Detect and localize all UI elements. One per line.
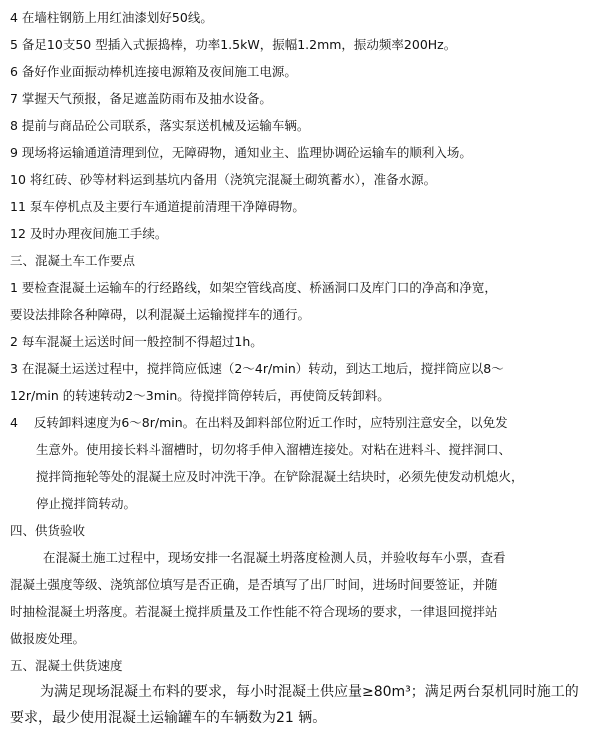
closing-paragraph <box>10 679 588 731</box>
text-line: 6 备好作业面振动棒机连接电源箱及夜间施工电源。 <box>10 64 297 79</box>
text-line: 停止搅拌筒转动。 <box>36 496 137 511</box>
text-line: 2 每车混凝土运送时间一般控制不得超过1h。 <box>10 334 263 349</box>
text-line: 为满足现场混凝土布料的要求，每小时混凝土供应量≥80m³；满足两台泵机同时施工的 <box>40 684 579 700</box>
text-line: 9 现场将运输通道清理到位，无障碍物，通知业主、监理协调砼运输车的顺利入场。 <box>10 145 472 160</box>
text-line: 4 在墙柱钢筋上用红油漆划好50线。 <box>10 10 213 25</box>
text-line: 要设法排除各种障碍，以利混凝土运输搅拌车的通行。 <box>10 307 311 322</box>
text-line: 搅拌筒拖轮等处的混凝土应及时冲洗干净。在铲除混凝土结块时，必须先使发动机熄火， <box>36 469 524 484</box>
text-line: 要求，最少使用混凝土运输罐车的车辆数为21 辆。 <box>10 710 327 726</box>
text-line: 5 备足10支50 型插入式振捣棒，功率1.5kW，振幅1.2mm，振动频率200Hz。 <box>10 37 457 52</box>
text-line: 11 泵车停机点及主要行车通道提前清理干净障碍物。 <box>10 199 305 214</box>
text-line: 7 掌握天气预报，备足遮盖防雨布及抽水设备。 <box>10 91 272 106</box>
text-line: 12r/min 的转速转动2～3min。待搅拌筒停转后，再使筒反转卸料。 <box>10 388 390 403</box>
text-line: 4 反转卸料速度为6～8r/min。在出料及卸料部位附近工作时，应特别注意安全，以免发 <box>10 415 508 430</box>
text-line: 做报废处理。 <box>10 631 86 646</box>
section-heading: 四、供货验收 <box>10 523 86 538</box>
text-line: 12 及时办理夜间施工手续。 <box>10 226 168 241</box>
text-line: 8 提前与商品砼公司联系，落实泵送机械及运输车辆。 <box>10 118 310 133</box>
section-heading: 三、混凝土车工作要点 <box>10 253 136 268</box>
text-line: 时抽检混凝土坍落度。若混凝土搅拌质量及工作性能不符合现场的要求，一律退回搅拌站 <box>10 604 498 619</box>
text-line: 1 要检查混凝土运输车的行经路线，如架空管线高度、桥涵洞口及库门口的净高和净宽， <box>10 280 497 295</box>
text-line: 生意外。使用接长料斗溜槽时，切勿将手伸入溜槽连接处。对粘在进料斗、搅拌洞口、 <box>36 442 512 457</box>
section-heading: 五、混凝土供货速度 <box>10 658 123 673</box>
text-line: 3 在混凝土运送过程中，搅拌筒应低速（2～4r/min）转动，到达工地后，搅拌筒应以8～ <box>10 361 504 376</box>
text-line: 10 将红砖、砂等材料运到基坑内备用（浇筑完混凝土砌筑蓄水），准备水源。 <box>10 172 437 187</box>
text-line: 混凝土强度等级、浇筑部位填写是否正确，是否填写了出厂时间，进场时间要签证，并随 <box>10 577 498 592</box>
text-line: 在混凝土施工过程中，现场安排一名混凝土坍落度检测人员，并验收每车小票，查看 <box>43 550 506 565</box>
